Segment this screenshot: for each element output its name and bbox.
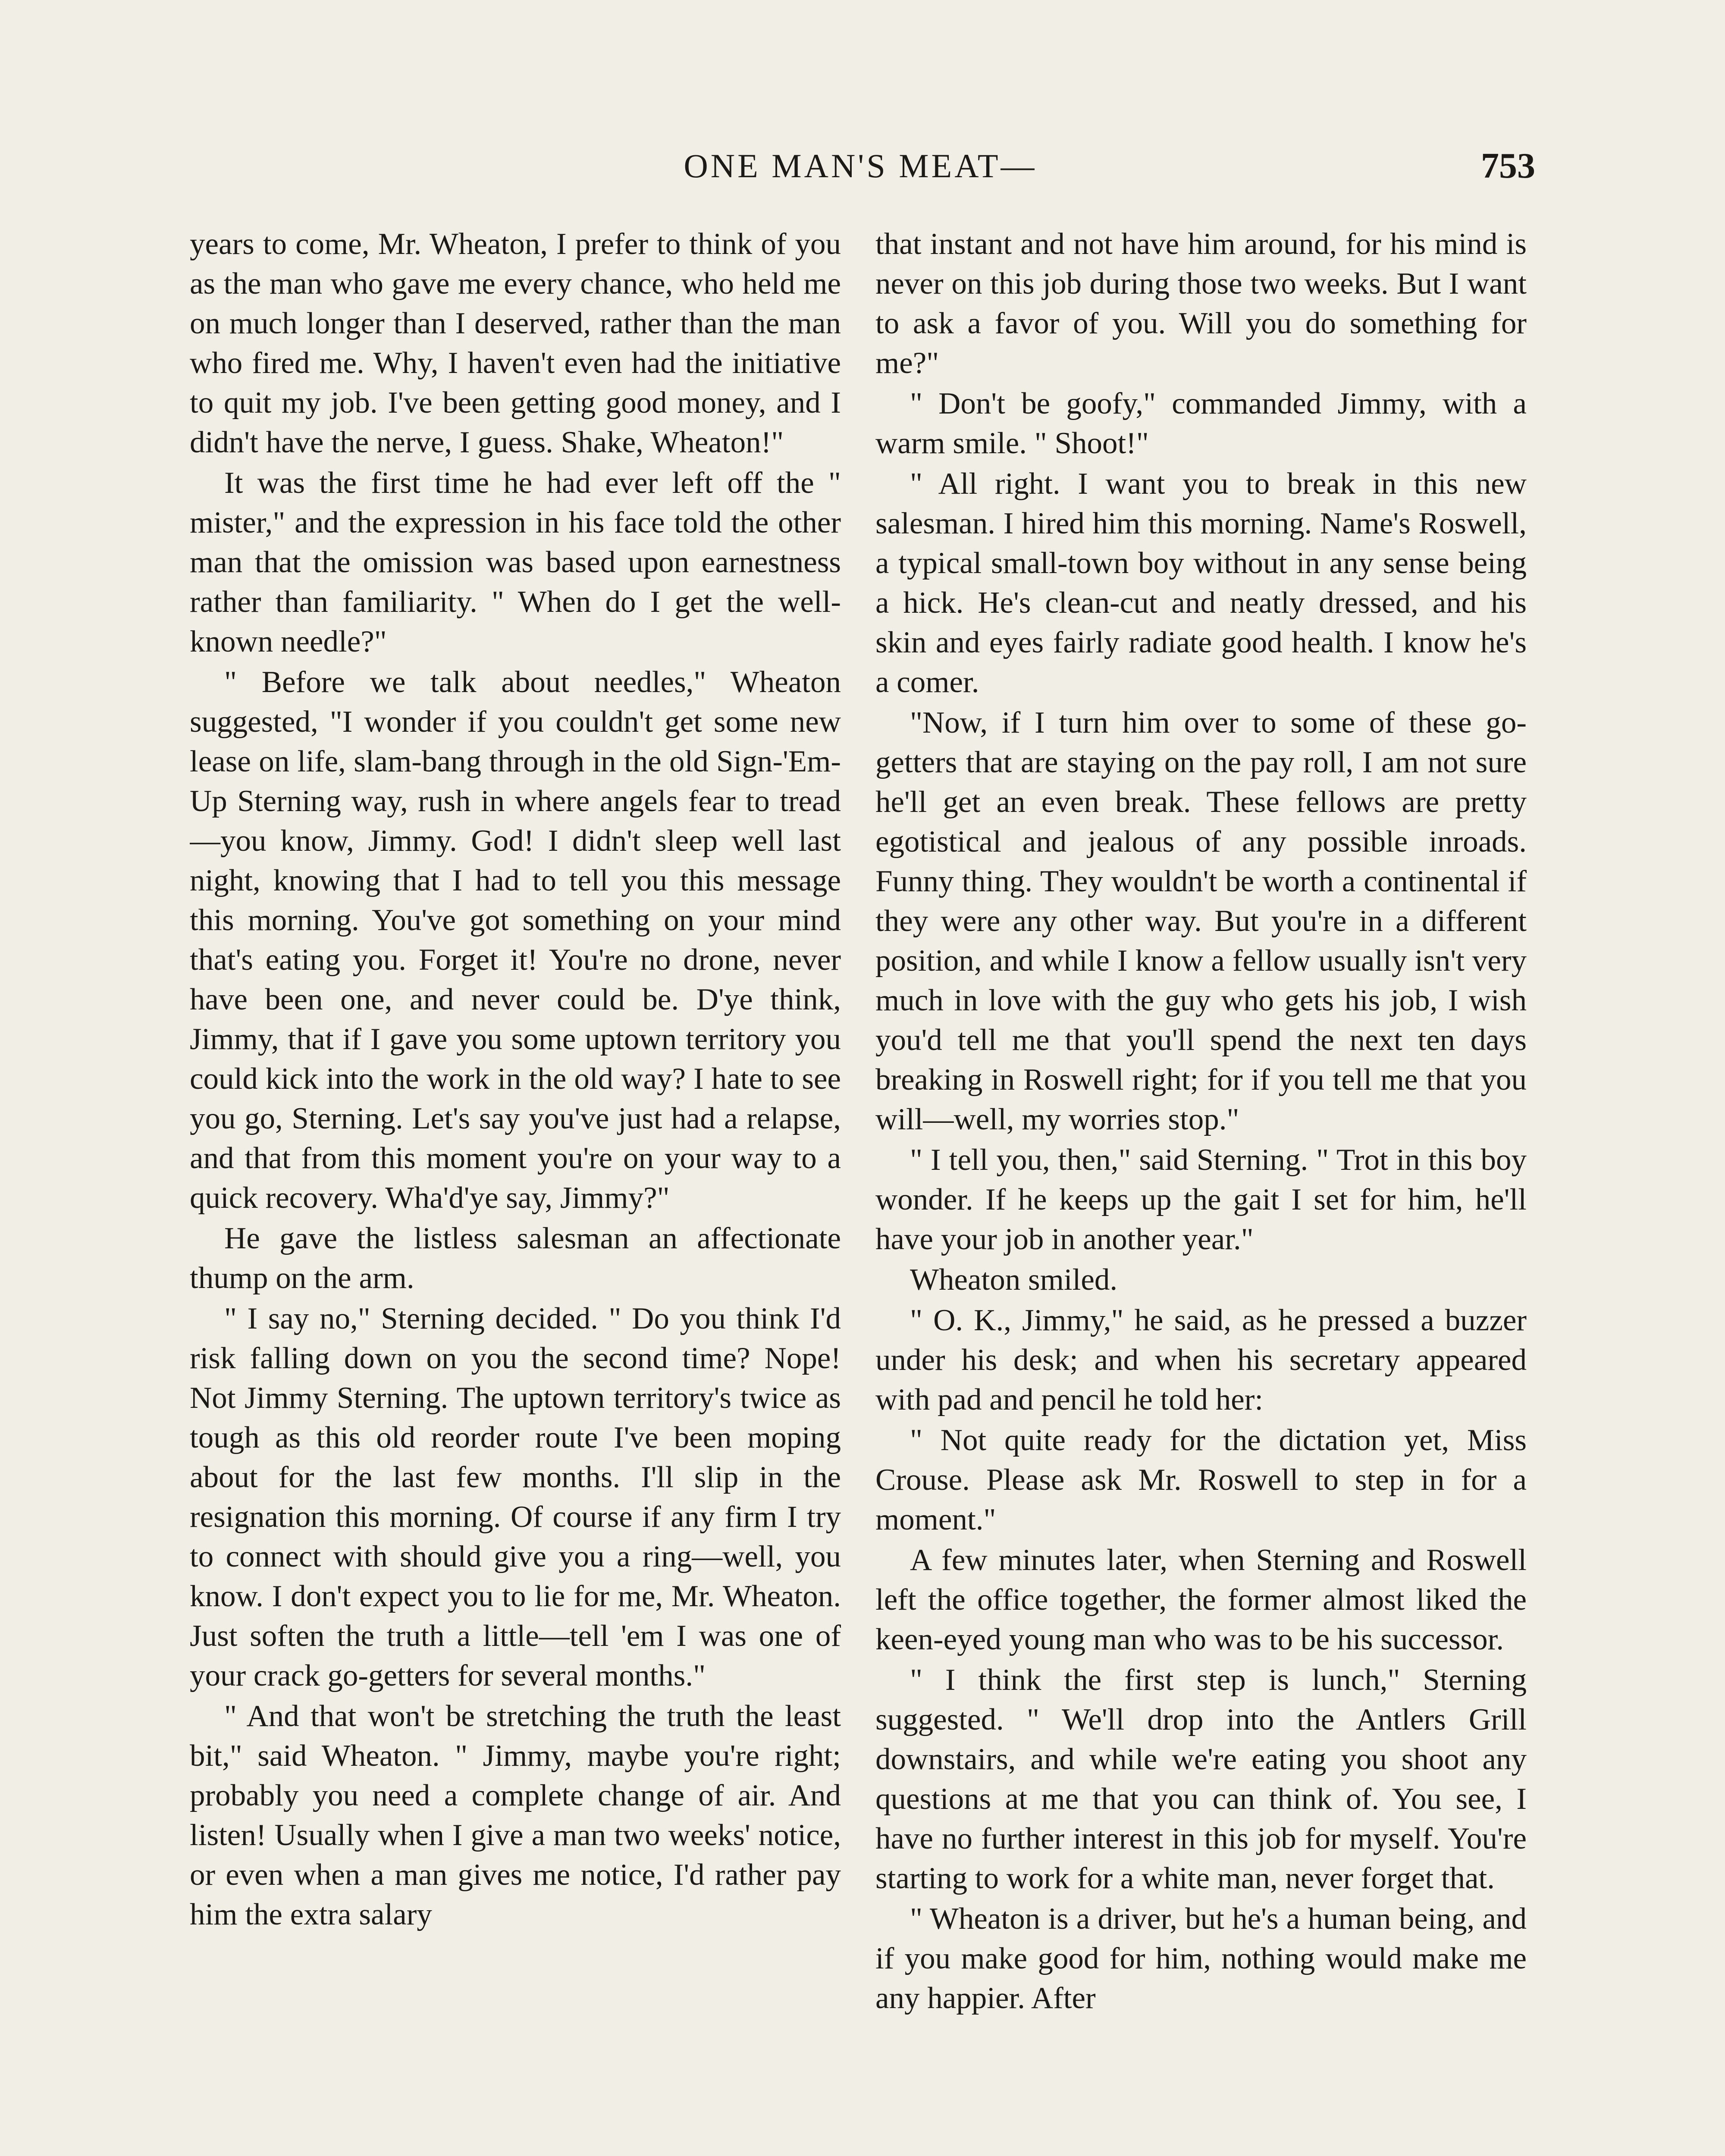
paragraph: A few minutes later, when Sterning and Roswell left the office together, the former almost liked the keen-eyed young man who was to be his successor.	[875, 1543, 1527, 1656]
running-head	[185, 142, 1535, 190]
paragraph: " Not quite ready for the dictation yet, Miss Crouse. Please ask Mr. Roswell to step in for a moment."	[875, 1423, 1527, 1536]
paragraph: " Before we talk about needles," Wheaton suggested, "I wonder if you couldn't get some new lease on life, slam-bang through in the old Sign-'Em-Up Sterning way, rush in where angels fear to tread—you know, Jimmy. God! I didn't sleep well last night, knowing that I had to tell you this message this morning. You've got something on your mind that's eating you. Forget it! You're no drone, never have been one, and never could be. D'ye think, Jimmy, that if I gave you some uptown territory you could kick into the work in the old way? I hate to see you go, Sterning. Let's say you've just had a relapse, and that from this moment you're on your way to a quick recovery. Wha'd'ye say, Jimmy?"	[190, 665, 841, 1215]
paragraph: "Now, if I turn him over to some of these go-getters that are staying on the pay roll, I am not sure he'll get an even break. These fellows are pretty egotistical and jealous of any possible inroads. Funny thing. They wouldn't be worth a continental if they were any other way. But you're in a different position, and while I know a fellow usually isn't very much in love with the guy who gets his job, I wish you'd tell me that you'll spend the next ten days breaking in Roswell right; for if you tell me that you will—well, my worries stop."	[875, 706, 1527, 1136]
paragraph: " All right. I want you to break in this new salesman. I hired him this morning. Name's Roswell, a typical small-town boy without in any sense being a hick. He's clean-cut and neatly dressed, and his skin and eyes fairly radiate good health. I know he's a comer.	[875, 467, 1527, 699]
paragraph: Wheaton smiled.	[910, 1263, 1118, 1297]
paragraph: " Wheaton is a driver, but he's a human being, and if you make good for him, nothing would make me any happier. After	[875, 1902, 1527, 2015]
paragraph: " I think the first step is lunch," Sterning suggested. " We'll drop into the Antlers Grill downstairs, and while we're eating you shoot any questions at me that you can think of. You see, I have no further interest in this job for myself. You're starting to work for a white man, never forget that.	[875, 1663, 1527, 1895]
left-column	[190, 224, 841, 2156]
page-number: 753	[1481, 146, 1535, 186]
paragraph: " I say no," Sterning decided. " Do you think I'd risk falling down on you the second time? Nope! Not Jimmy Sterning. The uptown territory's twice as tough as this old reorder route I've been moping about for the last few months. I'll slip in the resignation this morning. Of course if any firm I try to connect with should give you a ring—well, you know. I don't expect you to lie for me, Mr. Wheaton. Just soften the truth a little—tell 'em I was one of your crack go-getters for several months."	[190, 1302, 841, 1692]
paragraph: that instant and not have him around, for his mind is never on this job during those two weeks. But I want to ask a favor of you. Will you do something for me?"	[875, 227, 1527, 380]
right-column	[875, 224, 1527, 2156]
paragraph: He gave the listless salesman an affectionate thump on the arm.	[190, 1222, 841, 1295]
paragraph: " O. K., Jimmy," he said, as he pressed a buzzer under his desk; and when his secretary appeared with pad and pencil he told her:	[875, 1304, 1527, 1416]
paragraph: " Don't be goofy," commanded Jimmy, with a warm smile. " Shoot!"	[875, 387, 1527, 460]
paragraph: years to come, Mr. Wheaton, I prefer to think of you as the man who gave me every chance, who held me on much longer than I deserved, rather than the man who fired me. Why, I haven't even had the initiative to quit my job. I've been getting good money, and I didn't have the nerve, I guess. Shake, Wheaton!"	[190, 227, 841, 459]
paragraph: It was the first time he had ever left off the " mister," and the expression in his face told the other man that the omission was based upon earnestness rather than familiarity. " When do I get the well-known needle?"	[190, 466, 841, 658]
paragraph: " And that won't be stretching the truth the least bit," said Wheaton. " Jimmy, maybe you're right; probably you need a complete change of air. And listen! Usually when I give a man two weeks' notice, or even when a man gives me notice, I'd rather pay him the extra salary	[190, 1699, 841, 1931]
running-title: ONE MAN'S MEAT—	[684, 147, 1037, 185]
paragraph: " I tell you, then," said Sterning. " Trot in this boy wonder. If he keeps up the gait I set for him, he'll have your job in another year."	[875, 1143, 1527, 1256]
